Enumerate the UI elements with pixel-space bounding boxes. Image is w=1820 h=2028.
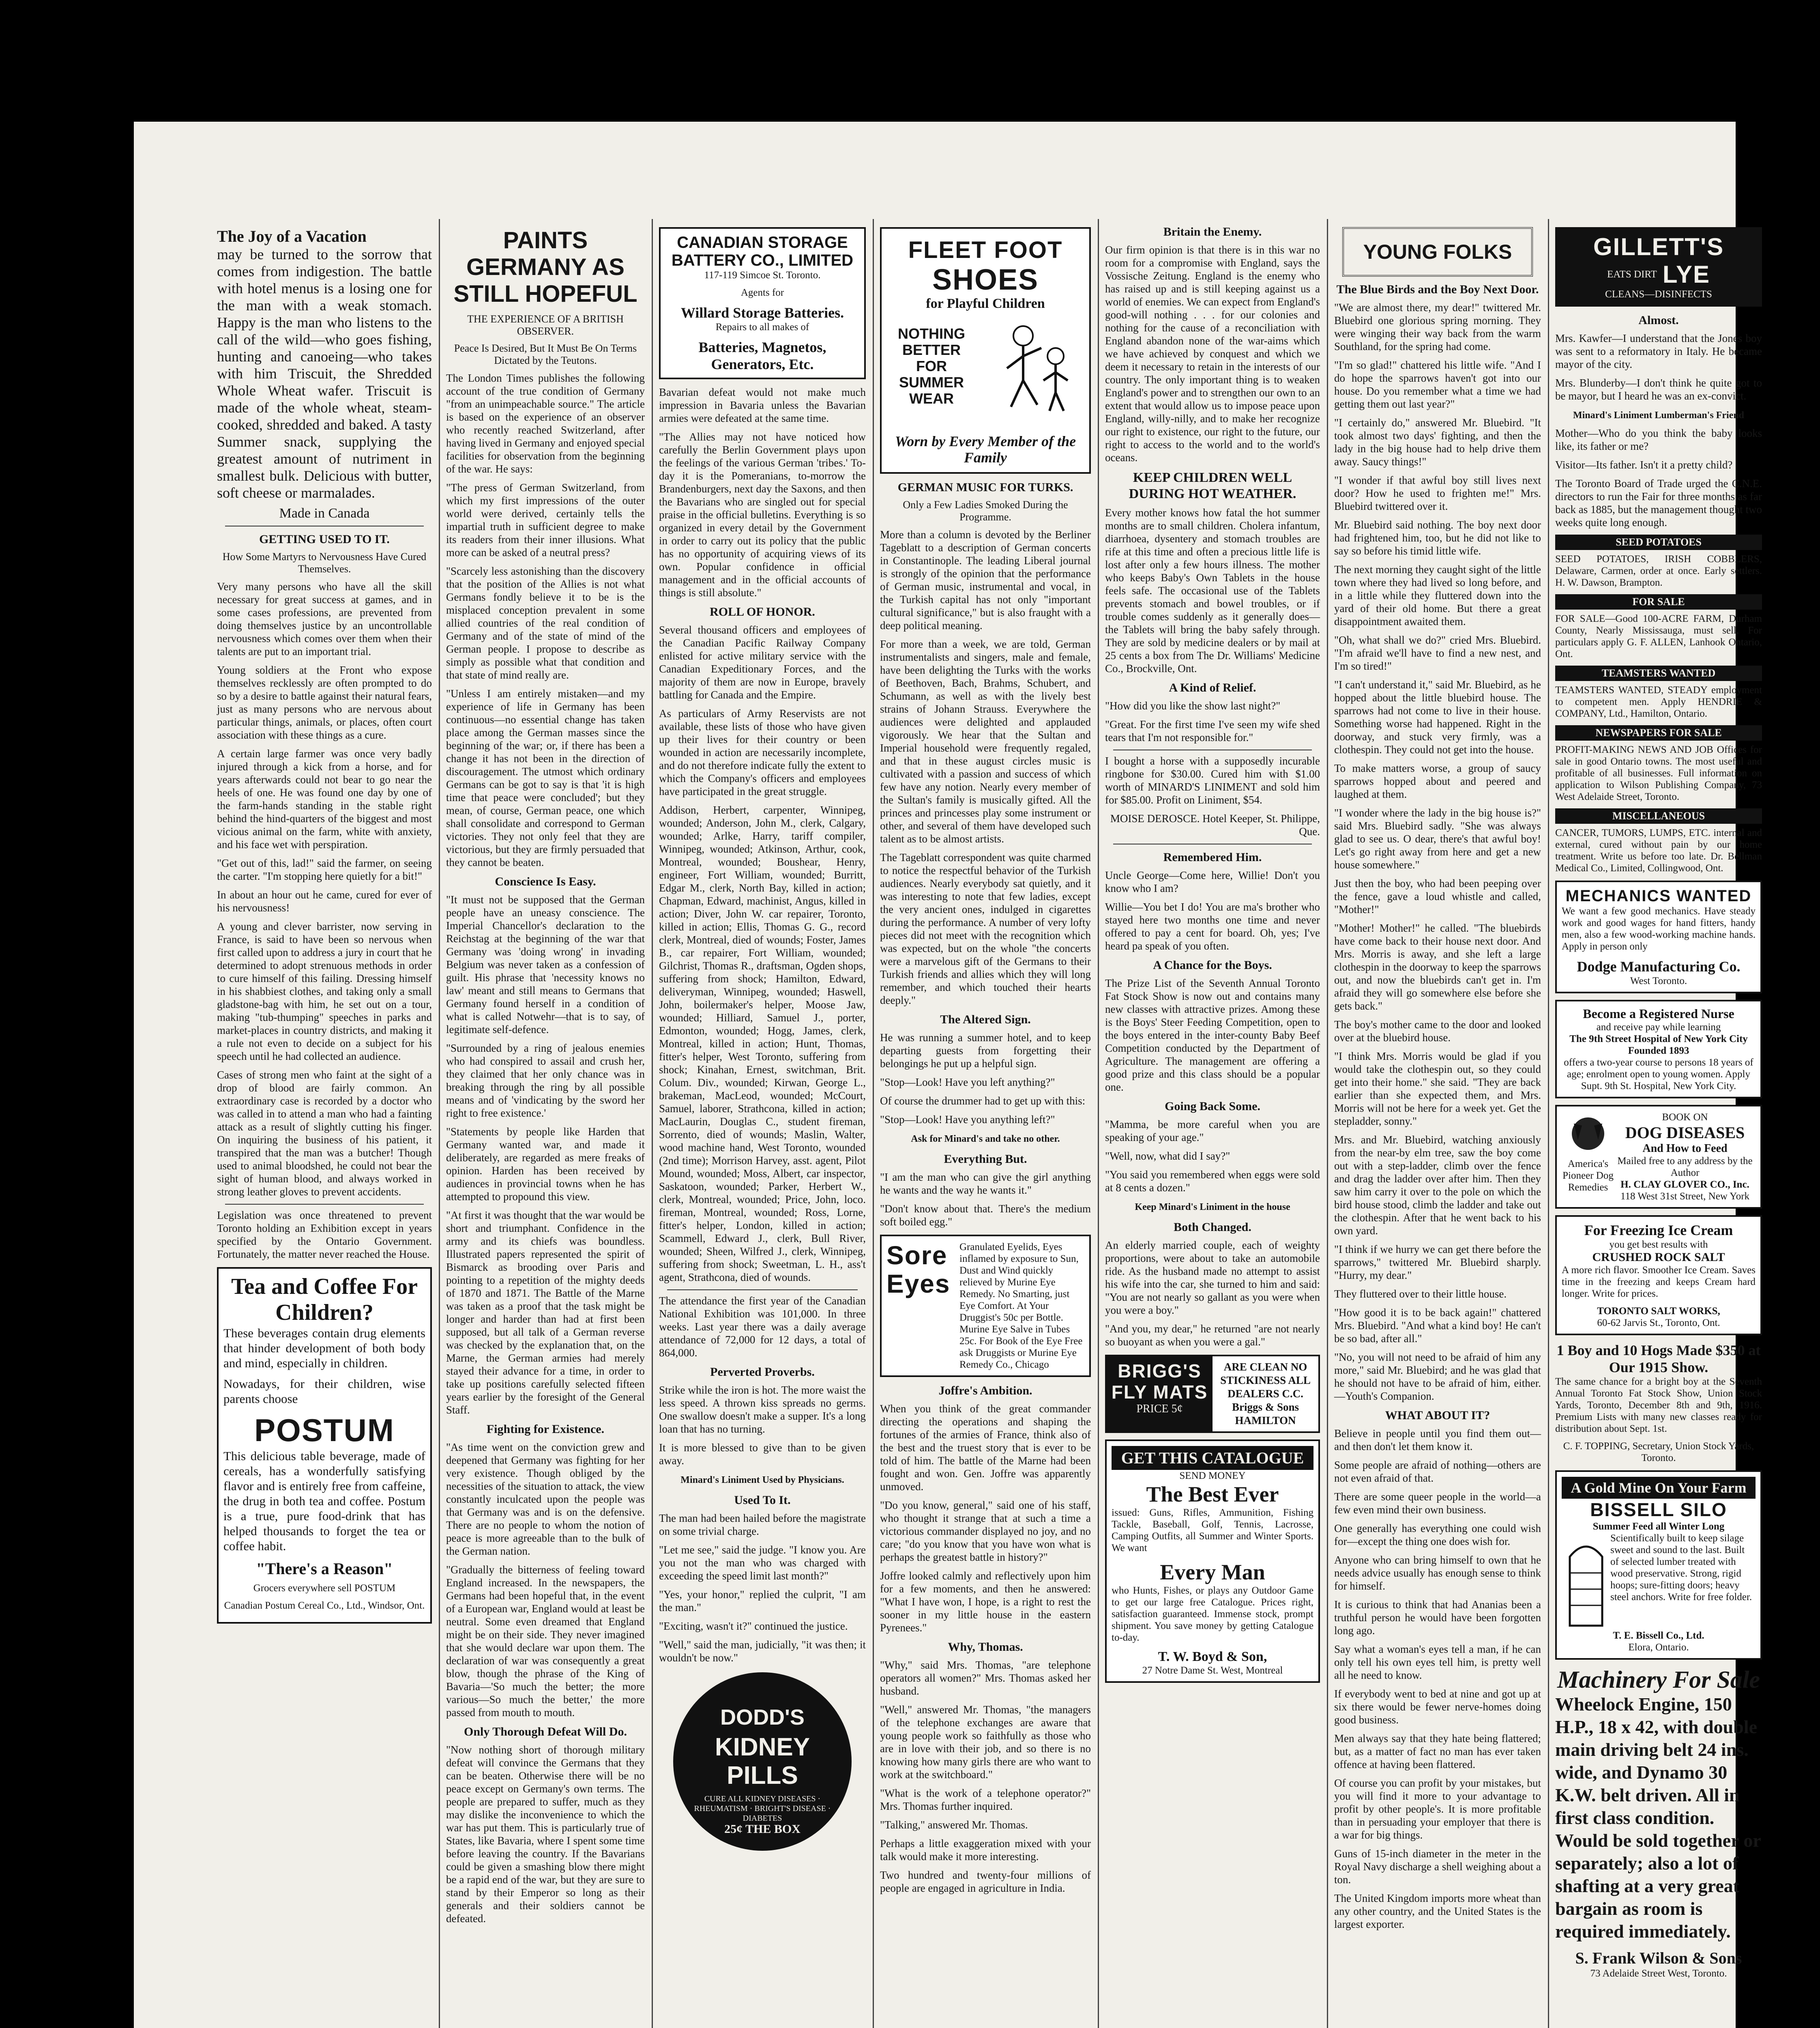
paragraph: Very many persons who have all the skill necessary for great success at games, and in some cases professions, are prevented from doing themselves justice by an uncontrollable nervousness which comes over them when their talents are put to an important trial. bbox=[217, 580, 432, 657]
machinery-title: Machinery For Sale bbox=[1557, 1666, 1760, 1693]
column-rule bbox=[1327, 219, 1328, 2028]
paragraph: More than a column is devoted by the Berliner Tageblatt to a description of German concerts in Constantinople. The leading Liberal journal is strongly of the opinion that the performance of German music, instrumental and vocal, in the Turkish capital has not only "important cultural significance," but is also fraught with a deep political meaning. bbox=[880, 528, 1091, 632]
paragraph: The Tageblatt correspondent was quite charmed to notice the respectful behavior of the Turkish audiences. Nearly everybody sat quietly, and it was interesting to note that few ladies, except the very ancient ones, indulged in cigarettes during the performance. A number of very lofty pieces did not meet with the recognition which was expected, but on the whole "the concerts were a marvelous gift of the Germans to their Turkish friends and allies which they will long remember, and which touched their hearts deeply." bbox=[880, 851, 1091, 1006]
gilletts-footer: CLEANS—DISINFECTS bbox=[1605, 289, 1712, 300]
catalogue-firm: T. W. Boyd & Son, bbox=[1158, 1649, 1267, 1664]
paragraph: "I wonder where the lady in the big house is?" said Mrs. Bluebird sadly. "She was always glad to see us. O dear, there's that awful boy! Let's go right away from here and get a new house somewhere." bbox=[1334, 807, 1541, 871]
paragraph: "You said you remembered when eggs were sold at 8 cents a dozen." bbox=[1105, 1169, 1320, 1194]
paragraph: Young soldiers at the Front who expose themselves recklessly are often prompted to do so by a desire to battle against their natural fears, just as many persons who are nervous about particular things, animals, or places, often court association with these things as a cure. bbox=[217, 664, 432, 741]
paragraph: In about an hour out he came, cured for ever of his nervousness! bbox=[217, 889, 432, 914]
paragraph: Believe in people until you find them out—and then don't let them know it. bbox=[1334, 1427, 1541, 1452]
paragraph: "Don't know about that. There's the medium soft boiled egg." bbox=[880, 1203, 1091, 1228]
paragraph: Every mother knows how fatal the hot summer months are to small children. Cholera infantum, diarrhoea, dysentery and stomach troubles are rife at this time and often a precious little life is lost after only a few hours illness. The mother who keeps Baby's Own Tablets in the house feels safe. The occasional use of the Tablets prevents stomach and bowel troubles, or if trouble comes suddenly as it generally does—the Tablets will bring the baby safely through. They are sold by medicine dealers or by mail at 25 cents a box from The Dr. Williams' Medicine Co., Brockville, Ont. bbox=[1105, 507, 1320, 675]
paragraph: Bavarian defeat would not make much impression in Bavaria unless the Bavarian armies were defeated at the same time. bbox=[659, 386, 866, 424]
minard-testimonial: I bought a horse with a supposedly incurable ringbone for $30.00. Cured him with $1.00 worth of MINARD'S LINIMENT and sold him for $85.00. Profit on Liniment, $54. bbox=[1105, 755, 1320, 806]
nurse-text: and receive pay while learning bbox=[1596, 1022, 1721, 1033]
dog-ad-address: 118 West 31st Street, New York bbox=[1620, 1191, 1750, 1202]
boy-hogs-title: 1 Boy and 10 Hogs Made $350 at Our 1915 Show. bbox=[1556, 1342, 1761, 1375]
section-header: YOUNG FOLKS bbox=[1342, 227, 1533, 277]
paragraph: Visitor—Its father. Isn't it a pretty child? bbox=[1555, 459, 1733, 471]
paragraph: Guns of 15-inch diameter in the meter in the Royal Navy discharge a shell weighing about a ton. bbox=[1334, 1848, 1541, 1886]
section-heading: A Chance for the Boys. bbox=[1153, 958, 1272, 972]
paragraph: Anyone who can bring himself to own that he needs advice usually has enough sense to think for himself. bbox=[1334, 1554, 1541, 1592]
section-heading: Why, Thomas. bbox=[948, 1640, 1023, 1654]
fat-stock-show-ad bbox=[1555, 1342, 1762, 1464]
paragraph: Several thousand officers and employees of the Canadian Pacific Railway Company enlisted for active military service with the Canadian Expeditionary Forces, and the majority of them are now in Europe, bravely battling for Canada and the Empire. bbox=[659, 624, 866, 701]
gilletts-product: LYE bbox=[1662, 261, 1710, 288]
column-rule bbox=[1548, 219, 1549, 2028]
machinery-address: 73 Adelaide Street West, Toronto. bbox=[1590, 1968, 1727, 1979]
paragraph: The attendance the first year of the Canadian National Exhibition was 101,000. In three weeks. Last year there was a daily average attendance of 72,000 for 12 days, a total of 864,000. bbox=[659, 1295, 866, 1359]
postum-slogan: "There's a Reason" bbox=[256, 1560, 393, 1578]
classified-text: FOR SALE—Good 100-ACRE FARM, Durham County, Nearly Mississauga, must sell. For particulars apply G. F. ALLEN, Lanhook Ontario, Ont. bbox=[1555, 613, 1762, 660]
ice-title: For Freezing Ice Cream bbox=[1584, 1222, 1733, 1238]
briggs-price: PRICE 5¢ bbox=[1136, 1403, 1183, 1415]
paragraph: "Mamma, be more careful when you are speaking of your age." bbox=[1105, 1118, 1320, 1143]
paragraph: "As time went on the conviction grew and deepened that Germany was fighting for her very existence. Though obliged by the necessities of the situation to attack, the view constantly inculcated upon the people was that Germany was and is on the defensive. There are no people to whom the notion of peace is more agreeable than to the bulk of the German nation. bbox=[446, 1441, 645, 1557]
battery-ad bbox=[659, 227, 866, 379]
briggs-text: ARE CLEAN NO STICKINESS ALL DEALERS C.C. Briggs & Sons HAMILTON bbox=[1220, 1361, 1311, 1426]
paragraph: It is more blessed to give than to be given away. bbox=[659, 1442, 866, 1467]
paragraph: The Toronto Board of Trade urged the C.N.E. directors to run the Fair for three months as far back as 1885, but the management thought two weeks quite long enough. bbox=[1555, 477, 1762, 528]
murine-brand: Sore Eyes bbox=[886, 1241, 951, 1298]
briggs-brand: BRIGG'S FLY MATS bbox=[1111, 1360, 1208, 1403]
paragraph: Perhaps a little exaggeration mixed with your talk would make it more interesting. bbox=[880, 1837, 1091, 1863]
column-rule bbox=[1098, 219, 1099, 2028]
nurse-text: The 9th Street Hospital of New York City Founded 1893 bbox=[1569, 1033, 1748, 1056]
ad-footer: Made in Canada bbox=[279, 506, 370, 521]
postum-text: This delicious table beverage, made of cereals, has a wonderfully satisfying flavor and is entirely free from caffeine, the drug in both tea and coffee. Postum is a true, pure food-drink that has helped thousands to forget the tea or coffee habit. bbox=[223, 1449, 425, 1553]
paragraph: Legislation was once threatened to prevent Toronto holding an Exhibition except in years specified by the Ontario Government. Fortunately, the matter never reached the House. bbox=[217, 1209, 432, 1260]
fleet-foot-slogan: NOTHING BETTER FOR SUMMER WEAR bbox=[898, 325, 965, 407]
catalogue-title: GET THIS CATALOGUE bbox=[1112, 1446, 1313, 1470]
paragraph: "I think Mrs. Morris would be glad if you would take the clothespin out, so they could get into their home." she said. "They are back earlier than she expected them, and Mrs. Morris will not be here for a week yet. Get the stepladder, sonny." bbox=[1334, 1050, 1541, 1127]
section-heading: Conscience Is Easy. bbox=[495, 875, 596, 888]
dog-ad-pioneer: America's Pioneer Dog Remedies bbox=[1562, 1158, 1614, 1193]
paragraph: The next morning they caught sight of the little town where they had lived so long before, and in a little while they fluttered down into the yard of their old home. But there a great disappointment awaited them. bbox=[1334, 563, 1541, 627]
murine-ad bbox=[880, 1235, 1091, 1377]
paragraph: He was running a summer hotel, and to keep departing guests from forgetting their belongings he put up a helpful sign. bbox=[880, 1031, 1091, 1070]
paragraph: "Mother! Mother!" he called. "The bluebirds have come back to their house next door. And Mrs. Morris is away, and she left a large clothespin in the doorway to keep the sparrows out, and now the bluebirds can't get in. I'm afraid they will go somewhere else before she gets back." bbox=[1334, 922, 1541, 1012]
section-heading: Only Thorough Defeat Will Do. bbox=[464, 1725, 627, 1738]
paragraph: A young and clever barrister, now serving in France, is said to have been so nervous when first called upon to address a jury in court that he determined to adopt strenuous methods in order to cure himself of this failing. Dressing himself in his shabbiest clothes, and taking only a small gladstone-bag with him, he set out on a tour, making "tub-thumping" speeches in parks and market-places in country districts, and making it a rule not even to decide on a subject for his speech until he had collected an audience. bbox=[217, 920, 432, 1062]
classified-ads bbox=[1555, 535, 1762, 874]
machinery-for-sale-ad bbox=[1555, 1666, 1762, 1979]
paragraph: "The press of German Switzerland, from which my first impressions of the outer world were derived, certainly tells the impartial truth in sufficient degree to make its readers from their inner illusions. What more can be asked of a neutral press? bbox=[446, 481, 645, 559]
postum-text: These beverages contain drug elements that hinder development of both body and mind, especially in children. bbox=[223, 1326, 425, 1370]
postum-text: Nowadays, for their children, wise parents choose bbox=[223, 1377, 425, 1406]
mechanics-text: We want a few good mechanics. Have steady work and good wages for hand fitters, handy men, also a few wood-working machine hands. Apply in person only bbox=[1562, 906, 1756, 952]
column-6 bbox=[1334, 219, 1541, 2028]
classified-text: TEAMSTERS WANTED, STEADY employment to competent men. Apply HENDRIE & COMPANY, Ltd., Hamilton, Ontario. bbox=[1555, 685, 1762, 719]
section-heading: Both Changed. bbox=[1174, 1220, 1251, 1234]
paragraph: "Get out of this, lad!" said the farmer, on seeing the carter. "I'm stopping here quietly for a bit!" bbox=[217, 857, 432, 882]
dog-diseases-ad bbox=[1555, 1105, 1762, 1209]
paragraph: Mother—Who do you think the baby looks like, its father or me? bbox=[1555, 427, 1762, 452]
paragraph: The United Kingdom imports more wheat than any other country, and the United States is the largest exporter. bbox=[1334, 1892, 1541, 1930]
murine-text: Granulated Eyelids, Eyes inflamed by exposure to Sun, Dust and Wind quickly relieved by Murine Eye Remedy. No Smarting, just Eye Comfort. At Your Druggist's 50c per Bottle. Murine Eye Salve in Tubes 25c. For Book of the Eye Free ask Druggists or Murine Eye Remedy Co., Chicago bbox=[959, 1242, 1083, 1370]
nurse-text: offers a two-year course to persons 18 years of age; enrolment open to young women. Apply Supt. 9th St. Hospital, New York City. bbox=[1564, 1057, 1753, 1091]
paragraph: "It must not be supposed that the German people have an uneasy conscience. The Imperial Chancellor's declaration to the Reichstag at the beginning of the war that Germany was 'doing wrong' in invading Belgium was never taken as a confession of guilt. His phrase that 'necessity knows no law' meant and still means to Germans that Germany found herself in a condition of what is called Notwehr—that is to say, of legitimate self-defence. bbox=[446, 894, 645, 1035]
postum-logo: POSTUM bbox=[254, 1412, 395, 1448]
paragraph: "Scarcely less astonishing than the discovery that the position of the Allies is not what Germans fondly believe it to be is the misplaced conception prevalent in some allied countries of the real condition of Germany and of the state of mind of the German people. I propose to describe as simply as possible what that condition and that state of mind really are. bbox=[446, 565, 645, 681]
postum-title: Tea and Coffee For Children? bbox=[231, 1274, 418, 1325]
battery-address: 117-119 Simcoe St. Toronto. bbox=[704, 270, 821, 281]
paragraph: "Statements by people like Harden that Germany wanted war, and made it deliberately, are regarded as mere freaks of opinion. Harden has been received by audiences in provincial towns when he has attempted to propound this view. bbox=[446, 1126, 645, 1203]
bissell-silo-ad bbox=[1555, 1470, 1762, 1660]
briggs-fly-mats-ad bbox=[1105, 1355, 1320, 1433]
section-heading: Going Back Some. bbox=[1165, 1100, 1260, 1113]
battery-name: CANADIAN STORAGE BATTERY CO., LIMITED bbox=[671, 234, 854, 269]
shredded-wheat-ad bbox=[217, 227, 432, 520]
catalogue-best: The Best Ever bbox=[1146, 1482, 1279, 1506]
paragraph: Just then the boy, who had been peeping over the fence, gave a loud whistle and called, "Mother!" bbox=[1334, 877, 1541, 915]
catalogue-send: SEND MONEY bbox=[1179, 1470, 1246, 1481]
paragraph: Willie—You bet I do! You are ma's brother who stayed here two months one time and never offered to pay a cent for board. Oh, yes; I've heard pa speak of you often. bbox=[1105, 901, 1320, 952]
fleet-foot-product: SHOES bbox=[932, 264, 1039, 296]
paragraph: When you think of the great commander directing the operations and shaping the fortunes of the armies of France, think also of the best and the truest story that is ever to be told of him. The battle of the Marne had been fought and won. Gen. Joffre was apparently unmoved. bbox=[880, 1403, 1091, 1493]
fleet-foot-footer: Worn by Every Member of the Family bbox=[895, 433, 1076, 466]
dodds-ring-text: CURE ALL KIDNEY DISEASES · RHEUMATISM · BRIGHT'S DISEASE · DIABETES bbox=[694, 1794, 831, 1823]
section-heading: Everything But. bbox=[944, 1152, 1027, 1166]
paragraph: "I wonder if that awful boy still lives next door? How he used to frighten me!" Mrs. Bluebird twittered over it. bbox=[1334, 474, 1541, 512]
silo-text: Scientifically built to keep silage sweet and sound to the last. Built of selected lumber treated with wood preservative. Strong, rigid hoops; sure-fitting doors; heavy steel anchors. Write for free folder. bbox=[1610, 1533, 1752, 1603]
article-title: GERMAN MUSIC FOR TURKS. bbox=[897, 481, 1073, 494]
battery-products: Batteries, Magnetos, Generators, Etc. bbox=[698, 339, 826, 372]
paragraph: The Prize List of the Seventh Annual Toronto Fat Stock Show is now out and contains many new classes with attractive prizes. Among these is the Boys' Steer Feeding Competition, open to the boys entered in the inter-county Baby Beef Competition conducted by the Department of Agriculture. The management are offering a good prize and this class should be a popular one. bbox=[1105, 977, 1320, 1093]
section-heading: ROLL OF HONOR. bbox=[710, 605, 815, 619]
gilletts-brand: GILLETT'S bbox=[1593, 233, 1724, 260]
ice-text: A more rich flavor. Smoother Ice Cream. Saves time in the freezing and keeps Cream hard longer. Write for prices. bbox=[1562, 1265, 1756, 1299]
fleet-foot-ad bbox=[880, 227, 1091, 474]
paragraph: "I am the man who can give the girl anything he wants and the way he wants it." bbox=[880, 1171, 1091, 1196]
battery-agents: Willard Storage Batteries. bbox=[680, 305, 844, 321]
fleet-foot-tagline: for Playful Children bbox=[926, 296, 1045, 311]
machinery-text: Wheelock Engine, 150 H.P., 18 x 42, with double main driving belt 24 ins. wide, and Dynamo 30 K.W. belt driven. All in first class condition. Would be sold together or separately; also a lot of shafting at a very great bargain as room is required immediately. bbox=[1555, 1694, 1761, 1942]
silo-slogan: Summer Feed all Winter Long bbox=[1592, 1521, 1725, 1532]
machinery-firm: S. Frank Wilson & Sons bbox=[1575, 1949, 1742, 1967]
paragraph: "Talking," answered Mr. Thomas. bbox=[880, 1819, 1028, 1831]
article-deck: Peace Is Desired, But It Must Be On Terms Dictated by the Teutons. bbox=[454, 342, 637, 366]
classified-text: PROFIT-MAKING NEWS AND JOB Offices for sale in good Ontario towns. The most useful and profitable of all businesses. Full information on application to Wilson Publishing Company, 73 West Adelaide Street, Toronto. bbox=[1555, 744, 1762, 802]
paragraph: "Gradually the bitterness of feeling toward England increased. In the newspapers, the Germans had been hopeful that, in the event of a European war, England would at least be neutral. Some even dreamed that England might be on their side. They never imagined that she would declare war upon them. The declaration of war was consequently a great blow, though the phrase of the King of Bavaria—'So much the better; the more various—So much the better,' the more passed from mouth to mouth. bbox=[446, 1564, 645, 1719]
minard-notice: Keep Minard's Liniment in the house bbox=[1135, 1202, 1290, 1212]
paragraph: Say what a woman's eyes tell a man, if he can only tell his own eyes tell him, is pretty well all he need to know. bbox=[1334, 1643, 1541, 1681]
paragraph: "How good it is to be back again!" chattered Mrs. Bluebird. "And what a kind boy! He can't be so bad, after all." bbox=[1334, 1306, 1541, 1345]
boy-hogs-text: The same chance for a bright boy at the Seventh Annual Toronto Fat Stock Show, Union Stock Yards, Toronto, December 8th and 9th, 1916. Premium Lists with many new classes ready for distribution about Sept. 1st. bbox=[1555, 1376, 1762, 1434]
column-5 bbox=[1105, 219, 1320, 2028]
paragraph: For more than a week, we are told, German instrumentalists and singers, male and female, have been delighting the Turks with the works of Beethoven, Bach, Brahms, Schubert, and Schumann, as well as with the lively best strains of Johann Strauss. Everywhere the audiences were delighted and applauded vigorously. We hear that the Sultan and Imperial household were frequently regaled, and that in these august circles music is cultivated with a passion and success of which few have any notion. Nearly every member of the Sultan's family is musically gifted. All the princes and princesses play some instrument or other, and several of them have developed such talent as to be almost artists. bbox=[880, 638, 1091, 845]
column-1 bbox=[217, 219, 432, 2028]
paragraph: "Well," said the man, judicially, "it was then; it wouldn't be now." bbox=[659, 1639, 866, 1664]
paragraph: "I can't understand it," said Mr. Bluebird, as he hopped about the little bluebird house. The sparrows had not come to live in their house. Something worse had happened. Right in the doorway, and stuck very firmly, was a clothespin. They could not get into the house. bbox=[1334, 679, 1541, 756]
column-7 bbox=[1555, 219, 1762, 2028]
section-heading: The Altered Sign. bbox=[940, 1013, 1031, 1026]
paragraph: To make matters worse, a group of saucy sparrows hopped about and peered and laughed at them. bbox=[1334, 762, 1541, 800]
paragraph: "I'm so glad!" chattered his little wife. "And I do hope the sparrows haven't got into our house. Do you remember what a time we had getting them out last year?" bbox=[1334, 359, 1541, 410]
paragraph: Mrs. Kawfer—I understand that the Jones boy was sent to a reformatory in Italy. He became mayor of the city. bbox=[1555, 332, 1762, 370]
paragraph: A certain large farmer was once very badly injured through a kick from a horse, and for years afterwards could not bear to go near the heels of one. He was found one day by one of the farm-hands standing in the stable right behind the hind-quarters of the biggest and most vicious animal on the farm, white with anxiety, and his face wet with perspiration. bbox=[217, 748, 432, 851]
story-title: The Blue Birds and the Boy Next Door. bbox=[1336, 283, 1539, 296]
children-illustration bbox=[995, 320, 1076, 413]
section-heading: Fighting for Existence. bbox=[486, 1422, 605, 1436]
ice-cream-salt-ad bbox=[1555, 1215, 1762, 1335]
catalogue-text: who Hunts, Fishes, or plays any Outdoor Game to get our large free Catalogue. Prices right, satisfaction guaranteed. Immense stock, prompt shipment. You save money by getting Catalogue to-day. bbox=[1112, 1585, 1313, 1643]
paragraph: Men always say that they hate being flattered; but, as a matter of fact no man has ever taken offence at having been flattered. bbox=[1334, 1732, 1541, 1770]
article-title: GETTING USED TO IT. bbox=[259, 533, 390, 546]
paragraph: The boy's mother came to the door and looked over at the bluebird house. bbox=[1334, 1018, 1541, 1044]
gilletts-lye-ad bbox=[1555, 227, 1762, 307]
paragraph: "Yes, your honor," replied the culprit, "I am the man." bbox=[659, 1588, 866, 1613]
paragraph: Our firm opinion is that there is in this war no room for a compromise with England, says the Vossische Zeitung. England is the enemy who has raised up and is still keeping against us a world of enemies. We can expect from England's good-will nothing . . . for our colonies and nothing for the cause of a reconciliation with England abandon none of the war-aims which we have achieved by conquest and which we deem it necessary to retain in the interests of our country. The only important thing is to weaken England's power and to strengthen our own to an extent that would allow us to impose peace upon England, willy-nilly, and to make her recognize our right to existence, our right to the future, our right to access to the world and to the world's oceans. bbox=[1105, 244, 1320, 464]
paragraph: Cases of strong men who faint at the sight of a drop of blood are fairly common. An extraordinary case is recorded by a doctor who was called in to attend a man who had a fainting attack as a result of slightly cutting his finger. On inquiring the business of his patient, it transpired that the man was a butcher! Though used to animal bloodshed, he could not bear the sight of human blood, and always worked in strong leather gloves to prevent accidents. bbox=[217, 1069, 432, 1198]
dog-ad-text: BOOK ON bbox=[1662, 1112, 1708, 1123]
mechanics-title: MECHANICS WANTED bbox=[1565, 887, 1752, 905]
ice-address: 60-62 Jarvis St., Toronto, Ont. bbox=[1597, 1317, 1720, 1328]
paragraph: Of course the drummer had to get up with this: bbox=[880, 1095, 1086, 1107]
section-heading: A Kind of Relief. bbox=[1169, 681, 1256, 694]
paragraph: "Now nothing short of thorough military defeat will convince the Germans that they can be beaten. Otherwise there will be no peace except on Germany's own terms. The people are prepared to suffer, much as they may dislike the inconvenience to which the war has put them. This is particularly true of States, like Bavaria, where I spent some time before leaving the country. If the Bavarians could be given a smashing blow there might be a rapid end of the war, but they are sure to stand by their Emperor so long as their generals and their soldiers cannot be defeated. bbox=[446, 1744, 645, 1925]
paragraph: Of course you can profit by your mistakes, but you will find it more to your advantage to profit by other people's. It is more profitable than in persuading your employer that there is a war for big things. bbox=[1334, 1777, 1541, 1841]
silo-brand: BISSELL SILO bbox=[1590, 1499, 1727, 1520]
ice-product: CRUSHED ROCK SALT bbox=[1592, 1250, 1725, 1264]
catalogue-text: issued: Guns, Rifles, Ammunition, Fishing Tackle, Baseball, Golf, Tennis, Lacrosse, Camping Outfits, all Summer and Winter Sports. We want bbox=[1112, 1507, 1313, 1553]
postum-ad bbox=[217, 1267, 432, 1624]
classified-heading: TEAMSTERS WANTED bbox=[1555, 666, 1762, 681]
article-subtitle: How Some Martyrs to Nervousness Have Cured Themselves. bbox=[222, 551, 427, 575]
nurse-ad bbox=[1555, 1000, 1762, 1098]
paragraph: Mrs. and Mr. Bluebird, watching anxiously from the near-by elm tree, saw the boy come out with a step-ladder, climb over the fence and drag the ladder over after him. Then they saw him carry it over to the pole on which the bird house stood, climb the ladder and take out the clothespin. After that he went back to his own yard. bbox=[1334, 1134, 1541, 1237]
paragraph: "Surrounded by a ring of jealous enemies who had conspired to assail and crush her, they claimed that her only chance was in breaking through the ring by all possible means and of 'vindicating by the sword her right to free existence.' bbox=[446, 1042, 645, 1119]
postum-maker: Canadian Postum Cereal Co., Ltd., Windsor, Ont. bbox=[224, 1600, 425, 1611]
silo-place: Elora, Ontario. bbox=[1628, 1642, 1689, 1653]
ad-body: may be turned to the sorrow that comes from indigestion. The battle with hotel menus is a losing one for the man with a weak stomach. Happy is the man who listens to the call of the wild—who goes fishing, hunting and canoeing—who takes with him Triscuit, the Shredded Whole Wheat wafer. Triscuit is made of the whole wheat, steam-cooked, shredded and baked. A tasty Summer snack, supplying the greatest amount of nutriment in smallest bulk. Delicious with butter, soft cheese or marmalades. bbox=[217, 246, 432, 501]
paragraph: "We are almost there, my dear!" twittered Mr. Bluebird one glorious spring morning. They were winging their way back from the warm Southland, for the spring had come. bbox=[1334, 301, 1541, 352]
mechanics-place: West Toronto. bbox=[1630, 975, 1687, 986]
paragraph: The man had been hailed before the magistrate on some trivial charge. bbox=[659, 1512, 866, 1537]
paragraph: There are some queer people in the world—a few even mind their own business. bbox=[1334, 1491, 1541, 1516]
paragraph: "What is the work of a telephone operator?" Mrs. Thomas further inquired. bbox=[880, 1787, 1091, 1812]
silo-firm: T. E. Bissell Co., Ltd. bbox=[1613, 1630, 1704, 1641]
testimonial-signature: MOISE DEROSCE. Hotel Keeper, St. Philippe, Que. bbox=[1110, 812, 1320, 838]
paragraph: Mrs. Blunderby—I don't think he quite got to be mayor, but I heard he was an ex-convict. bbox=[1555, 377, 1762, 402]
paragraph: "I certainly do," answered Mr. Bluebird. "It took almost two days' fighting, and then the lady in the big house had to help drive them away. Saucy things!" bbox=[1334, 417, 1541, 468]
paragraph: "How did you like the show last night?" bbox=[1105, 700, 1281, 712]
paragraph: "Well," answered Mr. Thomas, "the managers of the telephone exchanges are aware that young people work so faithfully as those who are in love with their job, and so there is no knowing how many girls there are who want to work at the switchboard." bbox=[880, 1704, 1091, 1781]
dodds-kidney-pills-ad bbox=[673, 1672, 852, 1851]
paragraph: Uncle George—Come here, Willie! Don't you know who I am? bbox=[1105, 869, 1320, 894]
article-subtitle: THE EXPERIENCE OF A BRITISH OBSERVER. bbox=[467, 313, 624, 337]
boy-hogs-signature: C. F. TOPPING, Secretary, Union Stock Yards, Toronto. bbox=[1563, 1441, 1754, 1463]
paragraph: "Great. For the first time I've seen my wife shed tears that I'm not responsible for." bbox=[1105, 718, 1320, 743]
section-heading: Remembered Him. bbox=[1163, 851, 1262, 864]
column-rule bbox=[873, 219, 874, 2028]
article-title: KEEP CHILDREN WELL DURING HOT WEATHER. bbox=[1129, 470, 1296, 501]
divider bbox=[225, 1204, 424, 1205]
paragraph: "At first it was thought that the war would be short and triumphant. Confidence in the army and its chiefs was boundless. Illustrated papers represented the spirit of Bismarck as brooding over Paris and pointing to a repetition of the mighty deeds of 1870 and 1871. The Battle of the Marne was taken as a proof that the task might be longer and harder than had at first been supposed, but all talk of a German reverse was checked by the explanation that, on the Marne, the German armies had merely stayed their advance for a time, in order to take up positions carefully selected fifteen years earlier by the foresight of the General Staff. bbox=[446, 1209, 645, 1416]
dog-ad-firm: H. CLAY GLOVER CO., Inc. bbox=[1620, 1179, 1749, 1190]
classified-heading: NEWSPAPERS FOR SALE bbox=[1555, 725, 1762, 741]
catalogue-ad bbox=[1105, 1439, 1320, 1683]
dog-ad-sub: And How to Feed bbox=[1642, 1142, 1728, 1155]
paragraph: "No, you will not need to be afraid of him any more," said Mr. Bluebird; and he was glad that he should not have to be afraid of him, either.—Youth's Companion. bbox=[1334, 1351, 1541, 1402]
section-heading: Almost. bbox=[1638, 314, 1679, 327]
classified-text: CANCER, TUMORS, LUMPS, ETC. internal and external, cured without pain by our home treatment. Write us before too late. Dr. Bellman Medical Co., Limited, Collingwood, Ont. bbox=[1555, 827, 1762, 874]
paragraph: Strike while the iron is hot. The more waist the less speed. A thrown kiss spreads no germs. One swallow doesn't make a supper. It's a long loan that has no turning. bbox=[659, 1384, 866, 1435]
paragraph: "Stop—Look! Have you left anything?" bbox=[880, 1076, 1055, 1088]
silo-headline: A Gold Mine On Your Farm bbox=[1562, 1477, 1756, 1499]
postum-grocers: Grocers everywhere sell POSTUM bbox=[253, 1583, 396, 1594]
paragraph: Addison, Herbert, carpenter, Winnipeg, wounded; Anderson, John M., clerk, Calgary, wounded; Arlke, Harry, tariff compiler, Winnipeg, wounded; Atkinson, Arthur, cook, Montreal, wounded; Boushear, Henry, engineer, Fort William, wounded; Burritt, Edgar M., clerk, North Bay, killed in action; Chapman, Edward, machinist, Angus, killed in action; Diver, John W. car repairer, Toronto, killed in action; Ellis, Thomas G. G., record clerk, Montreal, died of wounds; Foster, James B., car repairer, Fort William, wounded; Gilchrist, Thomas R., draftsman, Ogden shops, suffering from shock; Hamilton, Edward, deliveryman, Winnipeg, wounded; Haswell, John, boilermaker's helper, Moose Jaw, wounded; Hilliard, Samuel J., porter, Edmonton, wounded; Hogg, James, clerk, Montreal, killed in action; Hunt, Thomas, fitter's helper, West Toronto, suffering from shock; Kinahan, Ernest, switchman, Brit. Colum. Div., wounded; Kirwan, George L., brakeman, MacLeod, wounded; McCourt, Samuel, laborer, Strathcona, killed in action; MacLaurin, Douglas C., student fireman, Sorrento, died of wounds; Maslin, Walter, wood machine hand, West Toronto, wounded (2nd time); Morrison Harvey, asst. agent, Pilot Mound, wounded; Moss, Albert, car inspector, Saskatoon, wounded; Parker, Herbert W., clerk, Montreal, wounded; Price, John, loco. fireman, Montreal, wounded; Ross, Lorne, fitter's helper, London, killed in action; Scammell, Edward J., clerk, Bull River, wounded; Sheen, Wilfred J., clerk, Winnipeg, suffering from shock; Sweetman, L. H., ass't agent, Strathcona, died of wounds. bbox=[659, 804, 866, 1283]
section-heading: Perverted Proverbs. bbox=[710, 1365, 815, 1379]
dodds-product: KIDNEY PILLS bbox=[715, 1733, 810, 1790]
classified-heading: MISCELLANEOUS bbox=[1555, 808, 1762, 824]
section-heading: Used To It. bbox=[734, 1493, 791, 1507]
paragraph: "Let me see," said the judge. "I know you. Are you not the man who was charged with exceeding the speed limit last month?" bbox=[659, 1544, 866, 1582]
nurse-title: Become a Registered Nurse bbox=[1583, 1006, 1734, 1021]
ice-firm: TORONTO SALT WORKS, bbox=[1597, 1306, 1720, 1317]
classified-heading: SEED POTATOES bbox=[1555, 535, 1762, 550]
battery-text: Agents for bbox=[740, 287, 784, 298]
dodds-brand: DODD'S bbox=[720, 1705, 805, 1729]
headline: PAINTS GERMANY AS STILL HOPEFUL bbox=[453, 227, 637, 307]
column-3 bbox=[659, 219, 866, 2028]
section-heading: WHAT ABOUT IT? bbox=[1385, 1409, 1490, 1422]
gilletts-small: EATS DIRT bbox=[1607, 269, 1657, 280]
paragraph: "Unless I am entirely mistaken—and my experience of life in Germany has been continuous—no essential change has taken place among the German masses since the beginning of the war; or, if there has been a change it has not been in the direction of discouragement. The utmost which ordinary Germans can be got to say is that 'it is high time that peace were concluded'; but they mean, of course, German peace, one which shall consolidate and correspond to German victories. They not only feel that they are victorious, but they are firmly persuaded that they cannot be beaten. bbox=[446, 687, 645, 868]
paragraph: If everybody went to bed at nine and got up at six there would be fewer nerve-homes doing good business. bbox=[1334, 1688, 1541, 1726]
paragraph: "Do you know, general," said one of his staff, who thought it strange that at such a time a victorious commander displayed no joy, and no care; "do you know that you have won what is perhaps the greatest battle in history?" bbox=[880, 1499, 1091, 1563]
dodds-price: 25¢ THE BOX bbox=[724, 1822, 801, 1836]
paragraph: "Why," said Mrs. Thomas, "are telephone operators all women?" Mrs. Thomas asked her husband. bbox=[880, 1659, 1091, 1697]
silo-illustration bbox=[1562, 1532, 1610, 1630]
newspaper-page bbox=[134, 122, 1762, 2028]
paragraph: It is curious to think that had Ananias been a truthful person he would have been forgotten long ago. bbox=[1334, 1598, 1541, 1637]
paragraph: "Exciting, wasn't it?" continued the justice. bbox=[659, 1620, 848, 1632]
ice-text: you get best results with bbox=[1609, 1239, 1708, 1250]
paragraph: "Well, now, what did I say?" bbox=[1105, 1150, 1230, 1162]
section-heading: Joffre's Ambition. bbox=[938, 1384, 1032, 1397]
paragraph: Two hundred and twenty-four millions of people are engaged in agriculture in India. bbox=[880, 1869, 1091, 1894]
paragraph: They fluttered over to their little house. bbox=[1334, 1288, 1507, 1300]
fleet-foot-brand: FLEET FOOT bbox=[908, 237, 1063, 263]
paragraph: Some people are afraid of nothing—others are not even afraid of that. bbox=[1334, 1459, 1541, 1484]
dog-head-icon bbox=[1566, 1111, 1610, 1156]
minard-notice: Minard's Liniment Used by Physicians. bbox=[680, 1475, 844, 1485]
mechanics-firm: Dodge Manufacturing Co. bbox=[1577, 958, 1741, 975]
paragraph: Mr. Bluebird said nothing. The boy next door had frightened him, too, but he did not like to say so before his timid little wife. bbox=[1334, 519, 1541, 557]
paragraph: "The Allies may not have noticed how carefully the Berlin Government plays upon the feelings of the various German 'tribes.' To-day it is the Pomeranians, to-morrow the Brandenburgers, next day the Saxons, and then the Bavarians who are singled out for special praise in the official bulletins. Everything is so organized in every detail by the Government in order to carry out its policy that the public has no opportunity of acquiring views of its own. Popular confidence in official management and in the official accounts of things is still absolute." bbox=[659, 431, 866, 599]
classified-heading: FOR SALE bbox=[1555, 594, 1762, 610]
ad-headline: The Joy of a Vacation bbox=[217, 227, 367, 245]
paragraph: The London Times publishes the following account of the true condition of Germany "from an unimpeachable source." The article is based on the experience of an observer who recently reached Switzerland, after having lived in Germany and enjoyed special facilities for observation from the beginning of the war. He says: bbox=[446, 372, 645, 475]
paragraph: An elderly married couple, each of weighty proportions, were about to take an automobile ride. As the husband made no attempt to assist his wife into the car, she turned to him and said: "You are not nearly so gallant as you were when you were a boy." bbox=[1105, 1239, 1320, 1316]
column-2 bbox=[446, 219, 645, 2028]
column-rule bbox=[439, 219, 440, 2028]
catalogue-address: 27 Notre Dame St. West, Montreal bbox=[1142, 1665, 1283, 1676]
section-heading: Britain the Enemy. bbox=[1163, 225, 1262, 238]
mechanics-wanted-ad bbox=[1555, 881, 1762, 993]
column-4 bbox=[880, 219, 1091, 2028]
catalogue-every: Every Man bbox=[1160, 1560, 1265, 1584]
paragraph: "Stop—Look! Have you anything left?" bbox=[880, 1113, 1055, 1126]
divider bbox=[667, 1289, 858, 1290]
dog-ad-title: DOG DISEASES bbox=[1625, 1124, 1745, 1142]
paragraph: One generally has everything one could wish for—except the thing one does wish for. bbox=[1334, 1522, 1541, 1547]
paragraph: As particulars of Army Reservists are not available, these lists of those who have given up their lives for their country or been wounded in action are necessarily incomplete, and do not therefore indicate fully the extent to which the Company's officers and employees have participated in the great struggle. bbox=[659, 707, 866, 797]
battery-text: Repairs to all makes of bbox=[715, 322, 809, 333]
classified-text: SEED POTATOES, IRISH COBBLERS, Delaware, Carmen, order at once. Early settlers. H. W. Dawson, Brampton. bbox=[1555, 554, 1762, 588]
paragraph: "Oh, what shall we do?" cried Mrs. Bluebird. "I'm afraid we'll have to find a new nest, and I'm so tired!" bbox=[1334, 634, 1541, 672]
paragraph: Joffre looked calmly and reflectively upon him for a few moments, and then he answered: "What I have won, I hope, is a right to rest the sooner in my little house in the eastern Pyrenees." bbox=[880, 1570, 1091, 1634]
minard-notice: Ask for Minard's and take no other. bbox=[911, 1134, 1060, 1144]
paragraph: "I think if we hurry we can get there before the sparrows," twittered Mr. Bluebird sharply. "Hurry, my dear." bbox=[1334, 1243, 1541, 1281]
column-rule bbox=[652, 219, 653, 2028]
dog-ad-text: Mailed free to any address by the Author bbox=[1617, 1156, 1753, 1178]
article-subtitle: Only a Few Ladies Smoked During the Programme. bbox=[903, 499, 1068, 523]
minard-notice: Minard's Liniment Lumberman's Friend bbox=[1573, 410, 1745, 421]
paragraph: "And you, my dear," he returned "are not nearly so buoyant as when you were a gal." bbox=[1105, 1323, 1320, 1348]
